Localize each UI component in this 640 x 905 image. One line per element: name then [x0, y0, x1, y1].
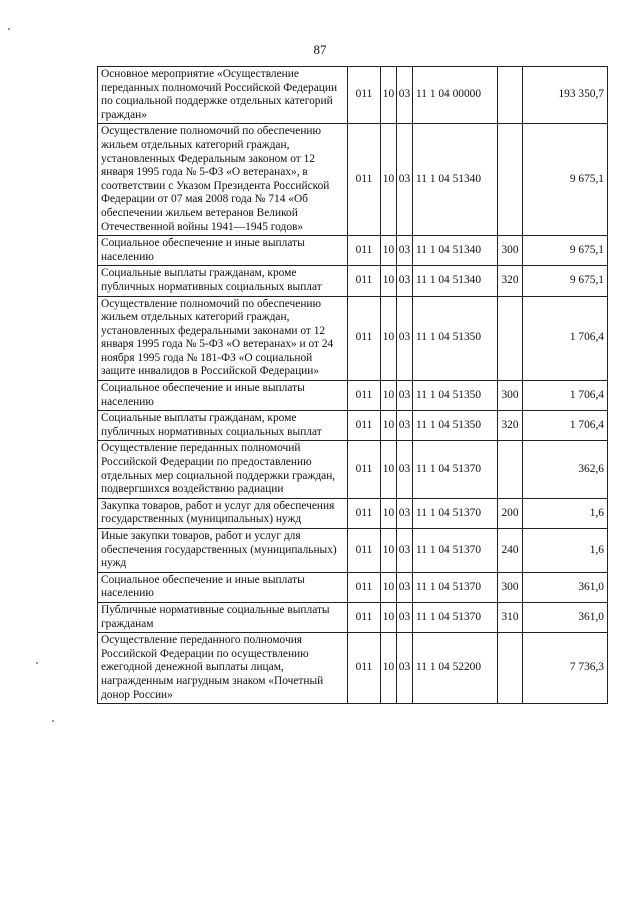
- page-number: 87: [313, 42, 327, 57]
- ministry-code-cell: 011: [348, 296, 381, 381]
- expense-type-cell: 300: [498, 381, 523, 411]
- ministry-code-cell: 011: [348, 236, 381, 266]
- section-code-cell: 10: [381, 266, 397, 296]
- amount-cell: 1,6: [523, 498, 608, 528]
- row-name-cell: Публичные нормативные социальные выплаты гражданам: [98, 602, 348, 632]
- expense-type-cell: 310: [498, 602, 523, 632]
- subsection-code-cell: 03: [397, 236, 413, 266]
- ministry-code-cell: 011: [348, 67, 381, 124]
- row-name-cell: Осуществление переданных полномочий Российской Федерации по предоставлению отдельных мер социальной поддержки граждан, подвергшихся воздействию радиации: [98, 441, 348, 498]
- table-body: [98, 67, 608, 704]
- budget-table: [97, 66, 608, 704]
- section-code-cell: 10: [381, 441, 397, 498]
- amount-cell: 1,6: [523, 529, 608, 573]
- amount-cell: 362,6: [523, 441, 608, 498]
- row-name-cell: Осуществление переданного полномочия Российской Федерации по осуществлению ежегодной денежной выплаты лицам, награжденным нагрудным знаком «Почетный донор России»: [98, 633, 348, 704]
- subsection-code-cell: 03: [397, 441, 413, 498]
- scan-speck: [8, 28, 10, 30]
- section-code-cell: 10: [381, 602, 397, 632]
- target-article-cell: 11 1 04 51370: [413, 602, 498, 632]
- target-article-cell: 11 1 04 52200: [413, 633, 498, 704]
- table-row: [98, 266, 608, 296]
- ministry-code-cell: 011: [348, 529, 381, 573]
- expense-type-cell: [498, 441, 523, 498]
- expense-type-cell: 200: [498, 498, 523, 528]
- table-row: [98, 602, 608, 632]
- row-name-cell: Социальные выплаты гражданам, кроме публичных нормативных социальных выплат: [98, 411, 348, 441]
- ministry-code-cell: 011: [348, 441, 381, 498]
- ministry-code-cell: 011: [348, 124, 381, 236]
- table-row: [98, 572, 608, 602]
- row-name-cell: Иные закупки товаров, работ и услуг для обеспечения государственных (муниципальных) нужд: [98, 529, 348, 573]
- expense-type-cell: 320: [498, 266, 523, 296]
- subsection-code-cell: 03: [397, 602, 413, 632]
- row-name-cell: Осуществление полномочий по обеспечению жильем отдельных категорий граждан, установленных Федеральным законом от 12 января 1995 года № 5-ФЗ «О ветеранах», в соответствии с Указом Президента Российской Федерации от 07 мая 2008 года № 714 «Об обеспечении жильем ветеранов Великой Отечественной войны 1941—1945 годов»: [98, 124, 348, 236]
- amount-cell: 7 736,3: [523, 633, 608, 704]
- subsection-code-cell: 03: [397, 498, 413, 528]
- subsection-code-cell: 03: [397, 124, 413, 236]
- ministry-code-cell: 011: [348, 266, 381, 296]
- row-name-cell: Основное мероприятие «Осуществление переданных полномочий Российской Федерации по социальной поддержке отдельных категорий граждан»: [98, 67, 348, 124]
- target-article-cell: 11 1 04 51340: [413, 266, 498, 296]
- section-code-cell: 10: [381, 498, 397, 528]
- row-name-cell: Социальное обеспечение и иные выплаты населению: [98, 381, 348, 411]
- ministry-code-cell: 011: [348, 498, 381, 528]
- section-code-cell: 10: [381, 124, 397, 236]
- amount-cell: 9 675,1: [523, 124, 608, 236]
- target-article-cell: 11 1 04 51350: [413, 411, 498, 441]
- target-article-cell: 11 1 04 00000: [413, 67, 498, 124]
- scan-speck: [36, 662, 38, 664]
- amount-cell: 1 706,4: [523, 381, 608, 411]
- section-code-cell: 10: [381, 572, 397, 602]
- table-row: [98, 381, 608, 411]
- section-code-cell: 10: [381, 67, 397, 124]
- ministry-code-cell: 011: [348, 572, 381, 602]
- scan-speck: [52, 720, 54, 722]
- row-name-cell: Закупка товаров, работ и услуг для обеспечения государственных (муниципальных) нужд: [98, 498, 348, 528]
- table-row: [98, 236, 608, 266]
- amount-cell: 9 675,1: [523, 236, 608, 266]
- table-row: [98, 67, 608, 124]
- expense-type-cell: [498, 67, 523, 124]
- amount-cell: 1 706,4: [523, 296, 608, 381]
- table-row: [98, 441, 608, 498]
- subsection-code-cell: 03: [397, 296, 413, 381]
- target-article-cell: 11 1 04 51350: [413, 381, 498, 411]
- section-code-cell: 10: [381, 633, 397, 704]
- ministry-code-cell: 011: [348, 411, 381, 441]
- section-code-cell: 10: [381, 296, 397, 381]
- target-article-cell: 11 1 04 51340: [413, 124, 498, 236]
- row-name-cell: Социальное обеспечение и иные выплаты населению: [98, 236, 348, 266]
- expense-type-cell: [498, 124, 523, 236]
- target-article-cell: 11 1 04 51370: [413, 572, 498, 602]
- table-row: [98, 529, 608, 573]
- section-code-cell: 10: [381, 529, 397, 573]
- amount-cell: 193 350,7: [523, 67, 608, 124]
- subsection-code-cell: 03: [397, 266, 413, 296]
- target-article-cell: 11 1 04 51370: [413, 498, 498, 528]
- target-article-cell: 11 1 04 51370: [413, 441, 498, 498]
- subsection-code-cell: 03: [397, 381, 413, 411]
- ministry-code-cell: 011: [348, 381, 381, 411]
- table-row: [98, 498, 608, 528]
- amount-cell: 1 706,4: [523, 411, 608, 441]
- subsection-code-cell: 03: [397, 529, 413, 573]
- expense-type-cell: 240: [498, 529, 523, 573]
- row-name-cell: Осуществление полномочий по обеспечению жильем отдельных категорий граждан, установленных федеральными законами от 12 января 1995 года № 5-ФЗ «О ветеранах» и от 24 ноября 1995 года № 181-ФЗ «О социальной защите инвалидов в Российской Федерации»: [98, 296, 348, 381]
- ministry-code-cell: 011: [348, 602, 381, 632]
- amount-cell: 361,0: [523, 572, 608, 602]
- target-article-cell: 11 1 04 51370: [413, 529, 498, 573]
- expense-type-cell: [498, 296, 523, 381]
- table-row: [98, 124, 608, 236]
- subsection-code-cell: 03: [397, 67, 413, 124]
- target-article-cell: 11 1 04 51340: [413, 236, 498, 266]
- expense-type-cell: 320: [498, 411, 523, 441]
- subsection-code-cell: 03: [397, 572, 413, 602]
- amount-cell: 9 675,1: [523, 266, 608, 296]
- ministry-code-cell: 011: [348, 633, 381, 704]
- subsection-code-cell: 03: [397, 633, 413, 704]
- target-article-cell: 11 1 04 51350: [413, 296, 498, 381]
- row-name-cell: Социальное обеспечение и иные выплаты населению: [98, 572, 348, 602]
- expense-type-cell: 300: [498, 572, 523, 602]
- expense-type-cell: 300: [498, 236, 523, 266]
- section-code-cell: 10: [381, 381, 397, 411]
- table-row: [98, 411, 608, 441]
- table-row: [98, 296, 608, 381]
- expense-type-cell: [498, 633, 523, 704]
- section-code-cell: 10: [381, 236, 397, 266]
- section-code-cell: 10: [381, 411, 397, 441]
- table-row: [98, 633, 608, 704]
- amount-cell: 361,0: [523, 602, 608, 632]
- subsection-code-cell: 03: [397, 411, 413, 441]
- row-name-cell: Социальные выплаты гражданам, кроме публичных нормативных социальных выплат: [98, 266, 348, 296]
